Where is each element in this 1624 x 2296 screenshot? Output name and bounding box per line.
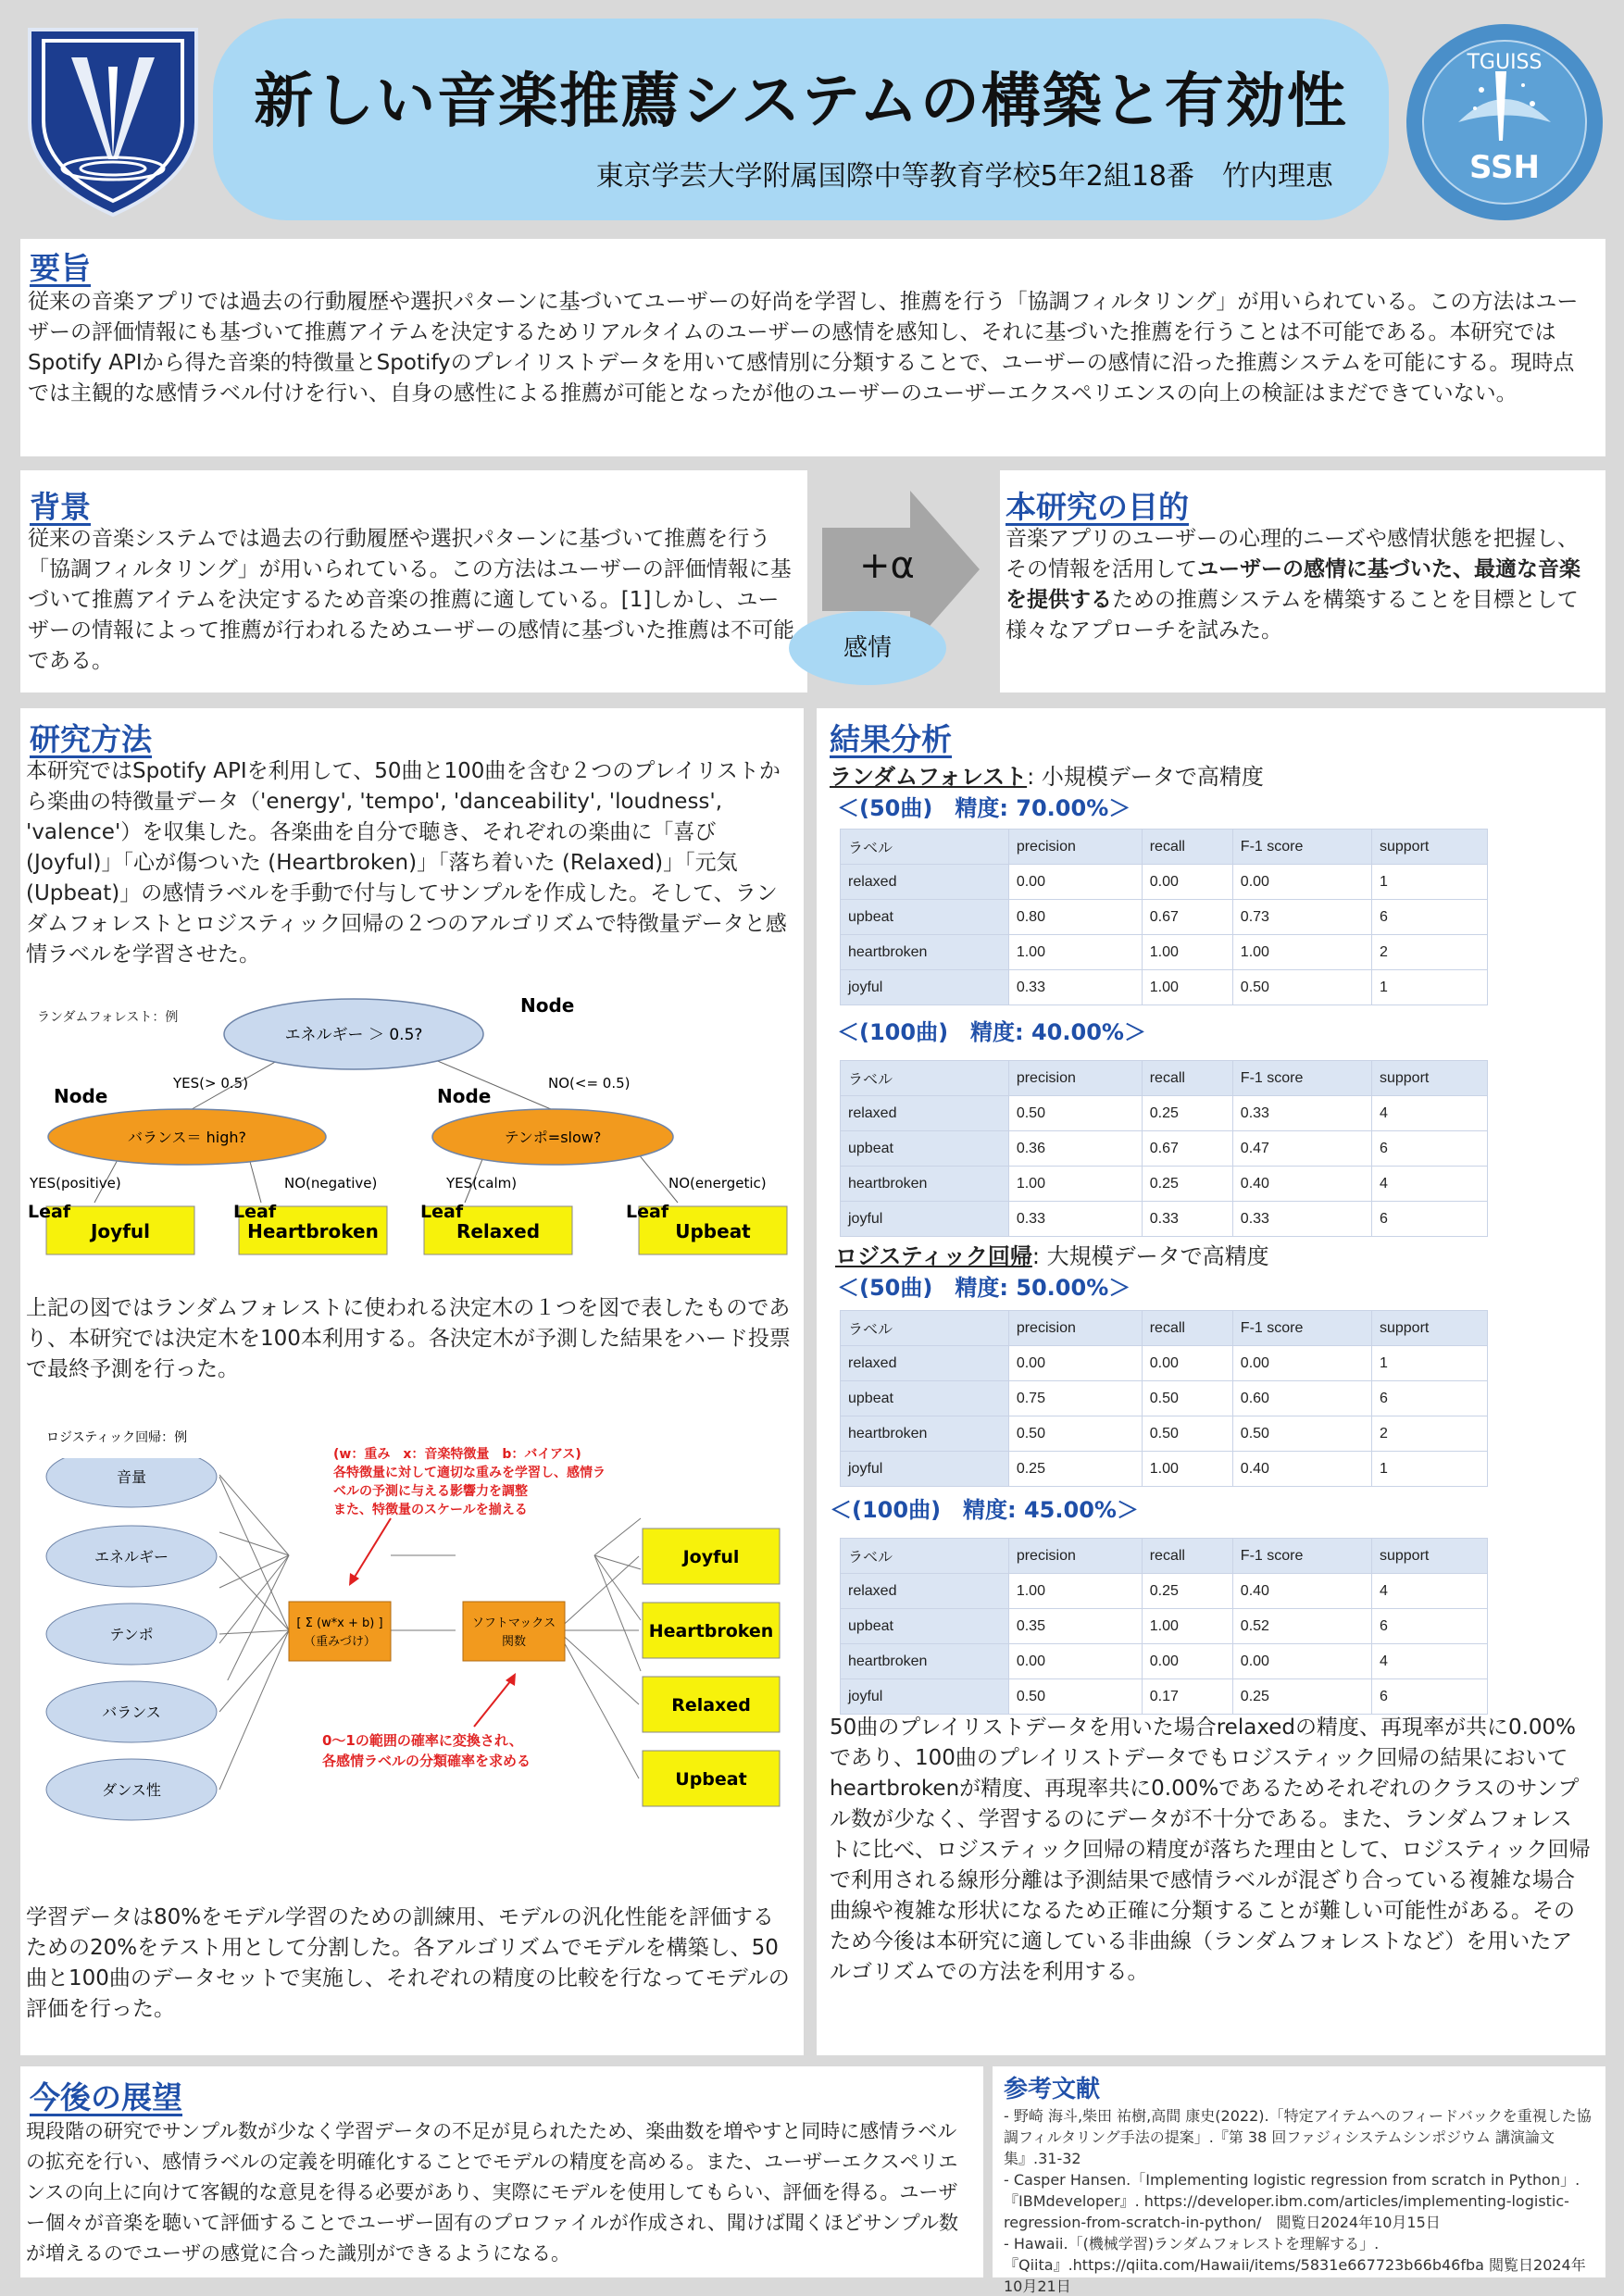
table-cell: 6 [1371,1131,1487,1167]
table-cell: 1 [1371,1452,1487,1487]
table-cell: 1.00 [1232,935,1371,970]
table-cell: relaxed [841,1346,1009,1381]
results-table [840,1060,1488,1237]
table-header-row [841,830,1488,865]
results-panel [817,708,1605,2055]
purpose-text-a: 音楽アプリのユーザーの心理的ニーズや感情状態を把握し、その情報を活用して [1006,527,1579,581]
background-text: 従来の音楽システムでは過去の行動履歴や選択パターンに基づいて推薦を行う「協調フィルタリング」が用いられている。この方法はユーザーの評価情報に基づいて推薦アイテムを決定するため音楽の推薦に適している。[1]しかし、ユーザーの情報によって推薦が行われるためユーザーの感情に基づいた推薦は不可能である。 [28,527,794,673]
table-cell: 0.00 [1142,1346,1232,1381]
table-cell: 2 [1371,935,1487,970]
table-header-cell: support [1371,1539,1487,1574]
table-cell: 2 [1371,1416,1487,1452]
summary-text: 従来の音楽アプリでは過去の行動履歴や選択パターンに基づいてユーザーの好尚を学習し、推薦を行う「協調フィルタリング」が用いられている。この方法はユーザーの評価情報にも基づいて推薦アイテムを決定するためリアルタイムのユーザーの感情を感知し、それに基づいた推薦を行うことは不可能である。本研究ではSpotify APIから得た音楽的特徴量とSpotifyのプレイリストデータを用いて感情別に分類することで、ユーザーの感情に沿った推薦システムを可能にする。現時点では主観的な感情ラベル付けを行い、自身の感性による推薦が可能となったが他のユーザーのユーザーエクスペリエンスの向上の検証はまだできていない。 [28,290,1579,406]
logit-weight-text-2: （重みづけ） [304,1635,376,1649]
table-header-cell: F-1 score [1232,1311,1371,1346]
table-header-cell: precision [1008,1061,1142,1096]
tree-root-text: エネルギー ＞ 0.5? [284,1026,423,1044]
table-cell: 0.00 [1008,1346,1142,1381]
lr-label [835,1238,1269,1270]
table-cell: 1.00 [1008,1574,1142,1609]
table-header-cell: support [1371,830,1487,865]
table-cell: 0.75 [1008,1381,1142,1416]
logit-softmax-text-1: ソフトマックス [471,1616,556,1630]
table-cell: heartbroken [841,1416,1009,1452]
tree-rl-edge: YES(calm) [446,1175,518,1192]
school-logo [20,20,206,219]
logit-caption: ロジスティック回帰：例 [46,1430,188,1445]
purpose-text-c: ための推薦システムを構築することを目標として様々なアプローチを試みた。 [1006,588,1579,643]
table-cell: 0.80 [1008,900,1142,935]
table-cell: 0.33 [1008,1202,1142,1237]
logit-softmax-text-2: 関数 [501,1635,527,1649]
table-header-cell: recall [1142,1539,1232,1574]
table-header-cell: ラベル [841,830,1009,865]
title-banner [213,19,1389,220]
tree-left-label: Node [54,1085,108,1107]
table-row [841,970,1488,1005]
tree-leaf-tag: Leaf [420,1202,464,1222]
logit-note-bottom-2: 各感情ラベルの分類確率を求める [322,1753,531,1769]
background-title: 背景 [30,489,91,525]
table-cell: 6 [1371,900,1487,935]
table-cell: heartbroken [841,1644,1009,1679]
reference-item: - 野崎 海斗,柴田 祐樹,高間 康史(2022).「特定アイテムへのフィードバックを重視した協調フィルタリング手法の提案」.『第 38 回ファジィシステムシンポジウム 講演論文集』.31-32 [1004,2107,1592,2167]
tree-yes-edge: YES(> 0.5) [173,1075,249,1092]
ssh-logo-bottom-text: SSH [1469,149,1540,186]
table-row [841,1679,1488,1715]
logit-input-volume: 音量 [116,1468,147,1486]
logit-note-top-3: ベルの予測に与える影響力を調整 [333,1484,528,1499]
table-row [841,1609,1488,1644]
table-header-cell: precision [1008,1311,1142,1346]
table-row [841,1202,1488,1237]
table-row [841,1644,1488,1679]
method-text-1: 本研究ではSpotify APIを利用して、50曲と100曲を含む２つのプレイリストから楽曲の特徴量データ（'energy', 'tempo', 'danceability', 'loudness', 'valence'）を収集した。各楽曲を自分で聴き、それぞれの楽曲に「喜び (Joyful)」「心が傷ついた (Heartbroken)」「落ち着いた (Relaxed)」「元気 (Upbeat)」の感情ラベルを手動で付与してサンプルを作成した。そして、ランダムフォレストとロジスティック回帰の２つのアルゴリズムで特徴量データと感情ラベルを学習させた。 [26,759,787,967]
table-cell: 1.00 [1142,1609,1232,1644]
logit-weight-box [289,1602,391,1661]
lr-name: ロジスティック回帰 [835,1243,1032,1269]
table-cell: heartbroken [841,935,1009,970]
table-row [841,1452,1488,1487]
ssh-logo [1403,20,1606,224]
purpose-text-emphasis: ユーザーの感情に基づいた、最適な音楽を提供する [1006,557,1580,612]
background-panel [20,470,807,693]
table-cell: 0.73 [1232,900,1371,935]
logit-output-joyful: Joyful [682,1547,740,1567]
author-line: 東京学芸大学附属国際中等教育学校5年2組18番 竹内理恵 [595,160,1333,193]
table-cell: 0.25 [1142,1167,1232,1202]
table-cell: relaxed [841,1574,1009,1609]
decision-tree-diagram [20,995,804,1273]
logit-input-tempo: テンポ [109,1626,154,1643]
table-cell: 1 [1371,865,1487,900]
logit-note-bottom-1: 0～1の範囲の確率に変換され、 [322,1732,523,1749]
table-cell: 0.50 [1232,1416,1371,1452]
table-row [841,1167,1488,1202]
tree-left-text: バランス＝ high? [128,1129,246,1146]
tree-right-label: Node [437,1085,492,1107]
table-header-cell: ラベル [841,1061,1009,1096]
table-cell: 6 [1371,1381,1487,1416]
table-cell: 0.67 [1142,1131,1232,1167]
table-cell: joyful [841,970,1009,1005]
table-cell: 0.67 [1142,900,1232,935]
tree-right-text: テンポ=slow? [504,1129,602,1146]
ssh-logo-top-text: TGUISS [1467,51,1543,74]
table-cell: 0.33 [1232,1096,1371,1131]
logistic-regression-diagram-lower [20,1458,804,1866]
table-cell: 0.50 [1008,1679,1142,1715]
table-cell: 4 [1371,1574,1487,1609]
table-cell: 1 [1371,1346,1487,1381]
tree-caption: ランダムフォレスト：例 [37,1010,179,1025]
results-discussion: 50曲のプレイリストデータを用いた場合relaxedの精度、再現率が共に0.00%であり、100曲のプレイリストデータでもロジスティック回帰の結果においてheartbrokenが精度、再現率共に0.00%であるためそれぞれのクラスのサンプル数が少なく、学習するのにデータが不十分である。また、ランダムフォレストに比べ、ロジスティック回帰の精度が落ちた理由として、ロジスティック回帰で利用される線形分離は予測結果で感情ラベルが混ざり合っている複雑な場合曲線や複雑な形状になるため正確に分類することが難しい可能性がある。そのため今後は本研究に適している非曲線（ランダムフォレストなど）を用いたアルゴリズムでの方法を利用する。 [830,1716,1591,1984]
table-header-cell: F-1 score [1232,1061,1371,1096]
logit-input-energy: エネルギー [94,1548,169,1566]
references-panel [993,2066,1605,2295]
logit-output-upbeat: Upbeat [675,1769,747,1790]
table-row [841,900,1488,935]
table-cell: 0.25 [1008,1452,1142,1487]
method-text-3: 学習データは80%をモデル学習のための訓練用、モデルの汎化性能を評価するための20%をテスト用として分割した。各アルゴリズムでモデルを構築し、50曲と100曲のデータセットで実施し、それぞれの精度の比較を行なってモデルの評価を行った。 [26,1905,790,2021]
table-header-cell: support [1371,1061,1487,1096]
table-cell: 1.00 [1142,1452,1232,1487]
results-table [840,1310,1488,1487]
future-panel [20,2066,983,2277]
table-cell: 0.35 [1008,1609,1142,1644]
logit-note-top-4: また、特徴量のスケールを揃える [333,1503,528,1517]
logit-input-balance: バランス [102,1703,161,1721]
table-header-cell: F-1 score [1232,1539,1371,1574]
table-cell: 0.47 [1232,1131,1371,1167]
table-cell: 4 [1371,1096,1487,1131]
purpose-text [1006,524,1596,646]
table-cell: 0.25 [1232,1679,1371,1715]
logit-note-top-1: (w：重み x：音楽特徴量 b：バイアス) [333,1447,581,1462]
table-cell: upbeat [841,1609,1009,1644]
logit-weight-text-1: [ Σ (w*x + b) ] [296,1616,383,1630]
emotion-bubble [789,611,946,685]
table-row [841,1096,1488,1131]
table-cell: 0.50 [1232,970,1371,1005]
reference-item: - Casper Hansen.「Implementing logistic regression from scratch in Python」.『IBMdeveloper』. https://developer.ibm.com/articles/implementing-logistic-regression-from-scratch-in-python/ 閲覧日2024年10月15日 [1004,2171,1580,2231]
table-cell: 0.33 [1142,1202,1232,1237]
summary-panel [20,239,1605,456]
table-cell: 0.25 [1142,1096,1232,1131]
tree-ll-edge: YES(positive) [30,1175,121,1192]
rf-desc: : 小規模データで高精度 [1027,764,1264,790]
tree-leaf-upbeat: Upbeat [675,1220,751,1242]
references-title: 参考文献 [1004,2076,1101,2103]
method-title: 研究方法 [30,721,152,757]
logit-input-danceability: ダンス性 [102,1781,161,1799]
table-cell: joyful [841,1202,1009,1237]
table-header-cell: F-1 score [1232,830,1371,865]
table-cell: relaxed [841,865,1009,900]
logit-output-heartbroken: Heartbroken [648,1621,774,1641]
table-cell: 6 [1371,1609,1487,1644]
table-cell: 0.00 [1232,1644,1371,1679]
table-row [841,1574,1488,1609]
table-header-cell: precision [1008,1539,1142,1574]
tree-root-label: Node [520,995,575,1017]
method-panel [20,708,804,2055]
table-cell: 0.40 [1232,1574,1371,1609]
table-accuracy: ＜(50曲) 精度: 50.00%＞ [837,1275,1131,1301]
table-cell: upbeat [841,1131,1009,1167]
table-row [841,1346,1488,1381]
table-header-cell: recall [1142,1061,1232,1096]
table-header-cell: recall [1142,1311,1232,1346]
table-header-cell: support [1371,1311,1487,1346]
tree-lr-edge: NO(negative) [284,1175,378,1192]
table-cell: 0.00 [1142,1644,1232,1679]
table-cell: 0.33 [1008,970,1142,1005]
table-cell: upbeat [841,1381,1009,1416]
table-header-cell: precision [1008,830,1142,865]
table-cell: 0.50 [1008,1096,1142,1131]
table-accuracy: ＜(100曲) 精度: 40.00%＞ [837,1019,1146,1045]
table-header-cell: ラベル [841,1539,1009,1574]
table-cell: 6 [1371,1202,1487,1237]
purpose-panel [1000,470,1605,693]
table-cell: 0.50 [1008,1416,1142,1452]
table-header-row [841,1311,1488,1346]
table-header-cell: ラベル [841,1311,1009,1346]
future-title: 今後の展望 [30,2079,182,2115]
table-cell: 0.60 [1232,1381,1371,1416]
table-row [841,935,1488,970]
table-cell: 0.50 [1142,1416,1232,1452]
table-cell: heartbroken [841,1167,1009,1202]
table-row [841,1381,1488,1416]
logit-note-top-2: 各特徴量に対して適切な重みを学習し、感情ラ [333,1466,606,1480]
table-header-row [841,1539,1488,1574]
table-cell: 0.00 [1232,865,1371,900]
table-row [841,865,1488,900]
table-cell: 0.25 [1142,1574,1232,1609]
lr-desc: : 大規模データで高精度 [1031,1243,1269,1269]
purpose-title: 本研究の目的 [1006,489,1189,525]
reference-item: - Hawaii.「(機械学習)ランダムフォレストを理解する」.『Qiita』.https://qiita.com/Hawaii/items/5831e667723b66b46fba 閲覧日2024年10月21日 [1004,2235,1586,2295]
references-list [1004,2105,1594,2296]
tree-leaf-joyful: Joyful [90,1220,151,1242]
method-text-2: 上記の図ではランダムフォレストに使われる決定木の１つを図で表したものであり、本研究では決定木を100本利用する。各決定木が予測した結果をハード投票で最終予測を行った。 [26,1296,791,1381]
results-title: 結果分析 [830,721,952,757]
table-row [841,1416,1488,1452]
table-accuracy: ＜(50曲) 精度: 70.00%＞ [837,795,1131,821]
table-cell: 0.00 [1232,1346,1371,1381]
tree-leaf-tag: Leaf [626,1202,669,1222]
table-cell: 0.40 [1232,1167,1371,1202]
plus-alpha-text: +α [859,544,915,587]
table-cell: 4 [1371,1167,1487,1202]
tree-leaf-relaxed: Relaxed [456,1220,541,1242]
logit-softmax-box [463,1602,565,1661]
summary-title: 要旨 [30,250,91,286]
rf-name: ランダムフォレスト [830,764,1028,790]
table-cell: joyful [841,1452,1009,1487]
tree-no-edge: NO(<= 0.5) [548,1075,631,1092]
table-cell: 1.00 [1142,935,1232,970]
poster-title: 新しい音楽推薦システムの構築と有効性 [254,68,1348,136]
logit-output-relaxed: Relaxed [671,1695,751,1716]
tree-leaf-tag: Leaf [233,1202,277,1222]
table-cell: upbeat [841,900,1009,935]
table-cell: 6 [1371,1679,1487,1715]
table-cell: relaxed [841,1096,1009,1131]
table-cell: 0.00 [1008,865,1142,900]
table-cell: 1.00 [1142,970,1232,1005]
table-cell: 0.36 [1008,1131,1142,1167]
table-cell: 0.00 [1142,865,1232,900]
rf-label [830,758,1264,791]
table-cell: 0.17 [1142,1679,1232,1715]
emotion-text: 感情 [843,634,892,662]
results-table [840,829,1488,1005]
table-cell: 0.00 [1008,1644,1142,1679]
tree-rr-edge: NO(energetic) [668,1175,767,1192]
table-header-cell: recall [1142,830,1232,865]
table-cell: 1.00 [1008,1167,1142,1202]
table-cell: 0.40 [1232,1452,1371,1487]
table-cell: 0.52 [1232,1609,1371,1644]
results-table [840,1538,1488,1715]
table-row [841,1131,1488,1167]
table-cell: 4 [1371,1644,1487,1679]
tree-leaf-tag: Leaf [28,1202,71,1222]
table-header-row [841,1061,1488,1096]
table-cell: 1.00 [1008,935,1142,970]
table-cell: joyful [841,1679,1009,1715]
table-accuracy: ＜(100曲) 精度: 45.00%＞ [830,1497,1139,1523]
table-cell: 0.50 [1142,1381,1232,1416]
future-text: 現段階の研究でサンプル数が少なく学習データの不足が見られたため、楽曲数を増やすと同時に感情ラベルの拡充を行い、感情ラベルの定義を明確化することでモデルの精度を高める。また、ユーザーエクスペリエンスの向上に向けて客観的な意見を得る必要があり、実際にモデルを使用してもらい、評価を得る。ユーザー個々が音楽を聴いて評価することでユーザー固有のプロファイルが作成され、聞けば聞くほどサンプル数が増えるのでユーザの感覚に合った識別ができるようになる。 [26,2120,958,2265]
table-cell: 1 [1371,970,1487,1005]
tree-leaves [28,1202,787,1254]
tree-leaf-heartbroken: Heartbroken [247,1220,379,1242]
table-cell: 0.33 [1232,1202,1371,1237]
